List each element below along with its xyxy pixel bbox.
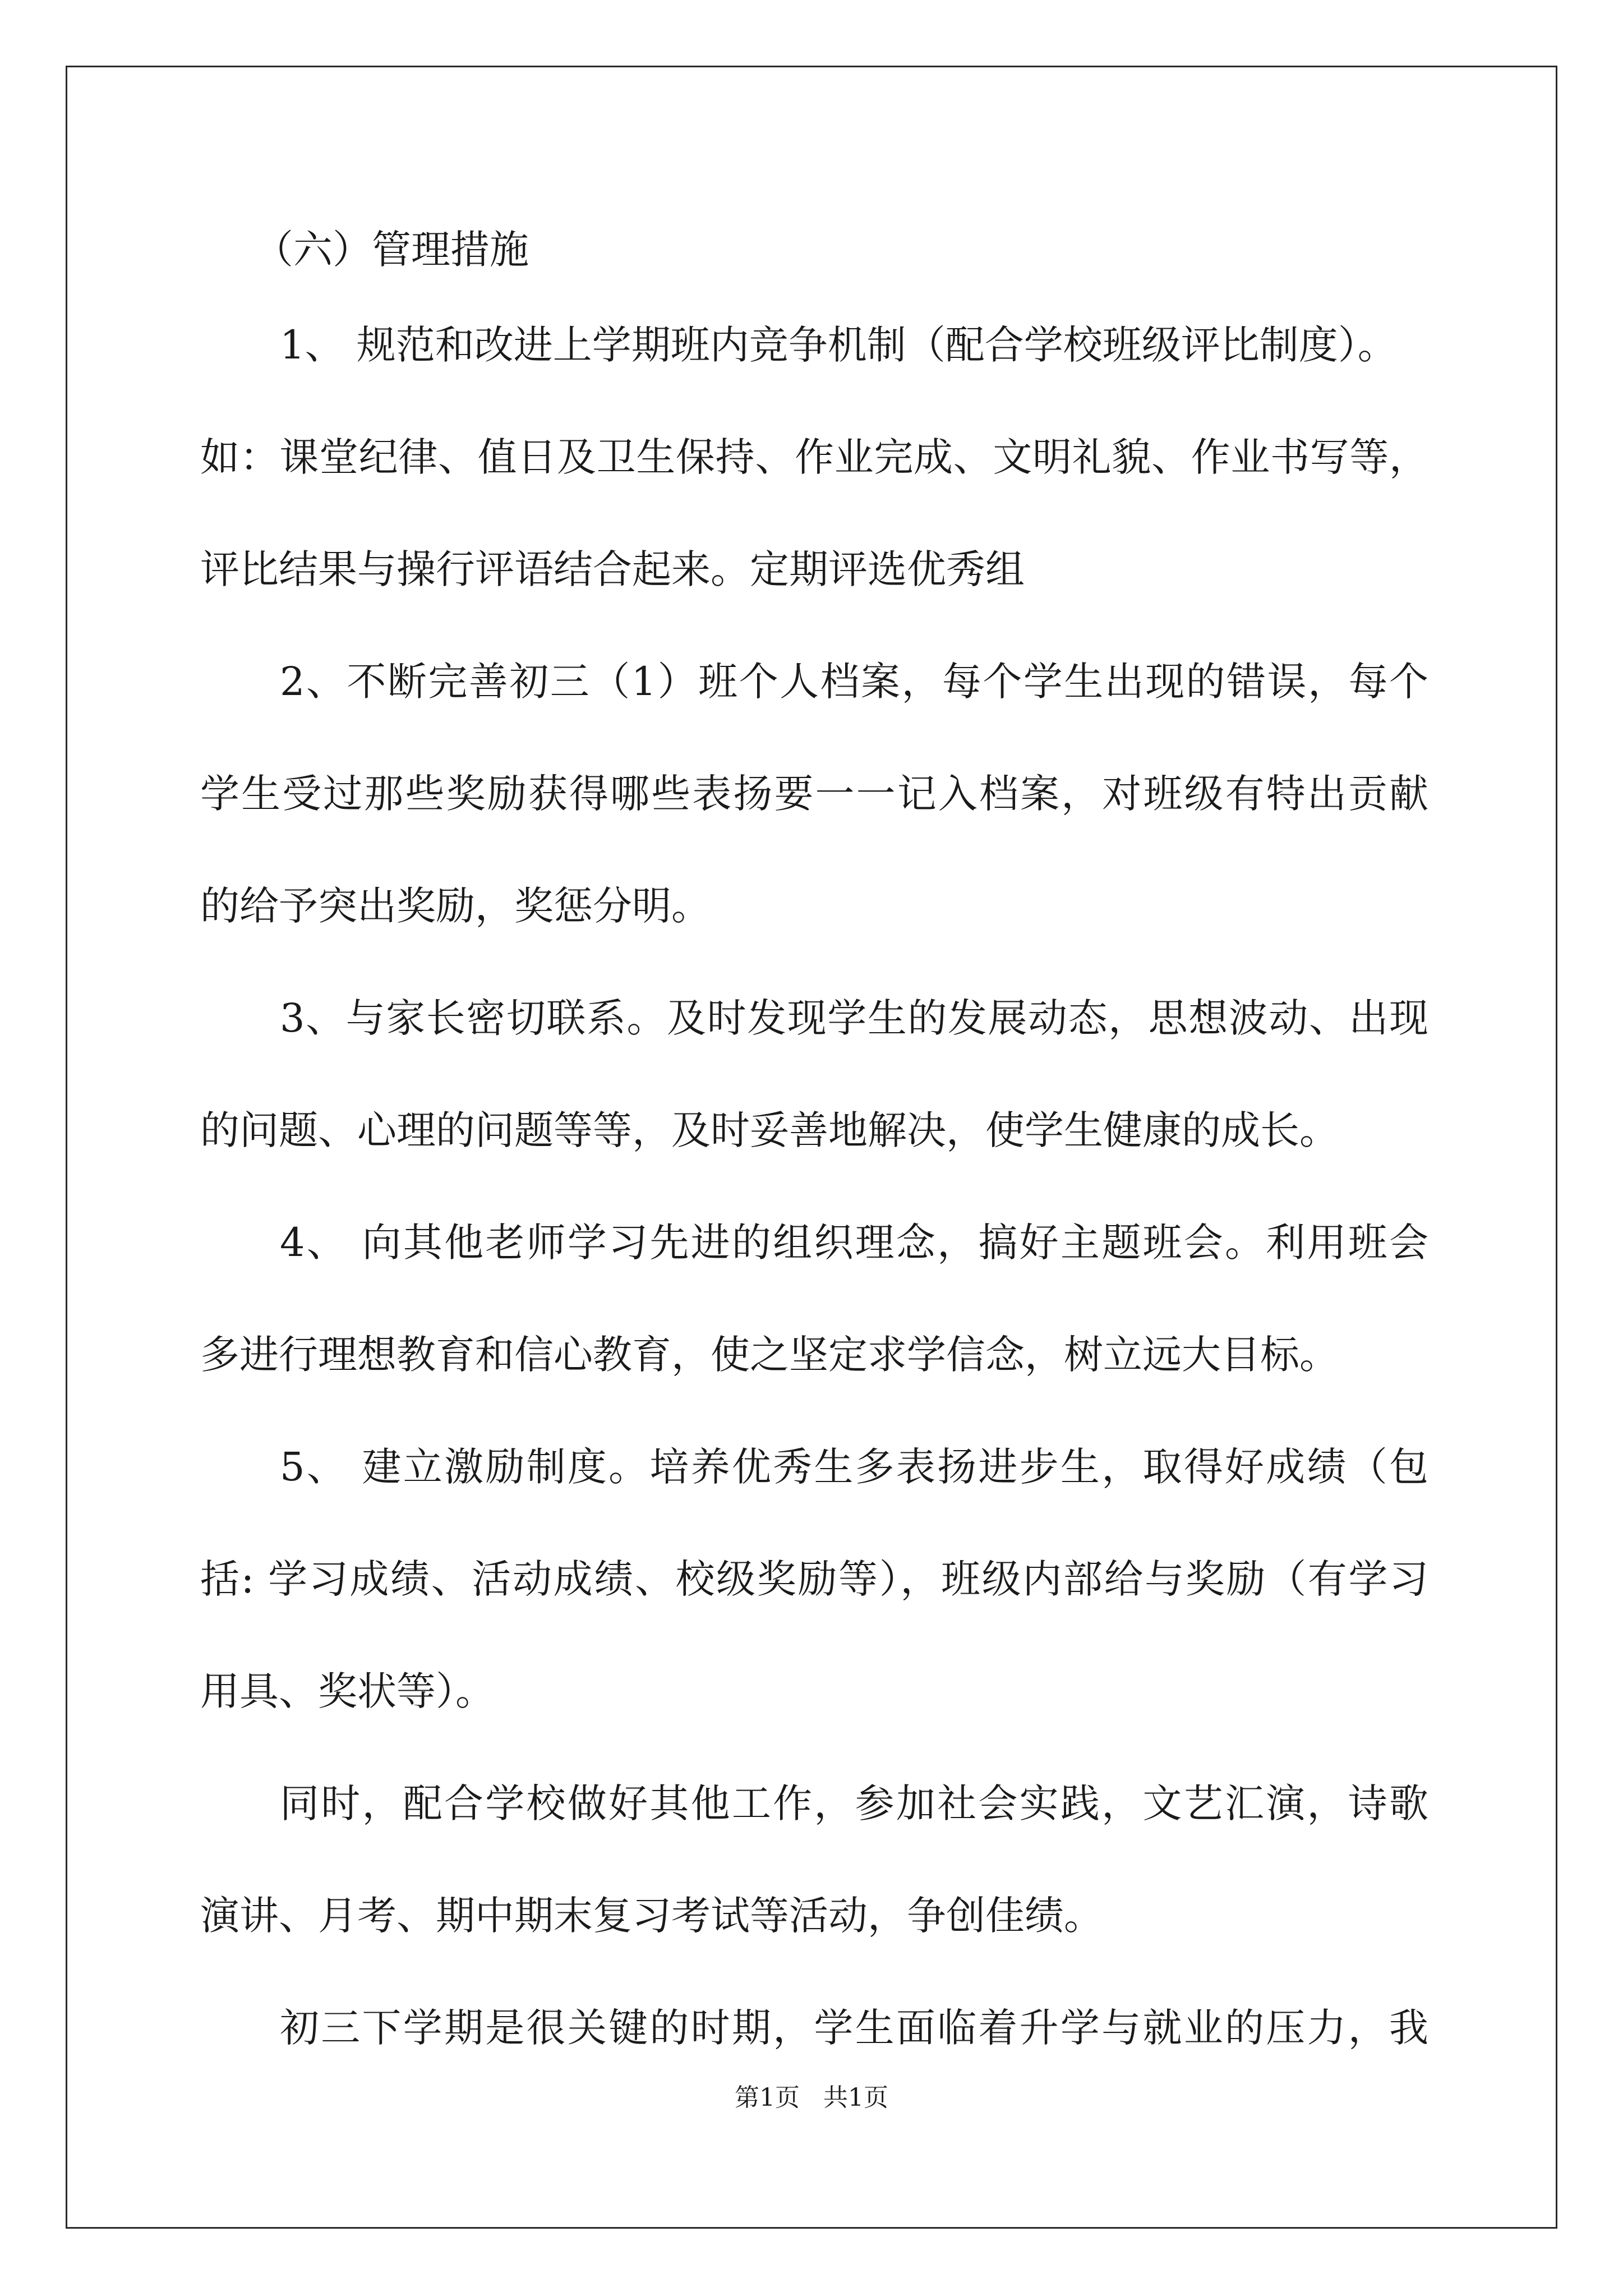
paragraph-line: 多进行理想教育和信心教育，使之坚定求学信念，树立远大目标。 [200, 1332, 1339, 1378]
paragraph-line: 如：课堂纪律、值日及卫生保持、作业完成、文明礼貌、作业书写等， [200, 434, 1428, 480]
paragraph-line: 学生受过那些奖励获得哪些表扬要一一记入档案，对班级有特出贡献 [200, 771, 1428, 817]
page-total: 共1页 [823, 2083, 888, 2112]
page-footer [0, 2081, 1623, 2115]
paragraph-line: 的问题、心理的问题等等，及时妥善地解决，使学生健康的成长。 [200, 1107, 1339, 1153]
page-number: 第1页 [735, 2083, 800, 2112]
paragraph-line: 的给予突出奖励，奖惩分明。 [200, 883, 711, 929]
paragraph-line: 1、 规范和改进上学期班内竞争机制（配合学校班级评比制度）。 [280, 322, 1397, 368]
paragraph-line: 4、 向其他老师学习先进的组织理念，搞好主题班会。利用班会 [280, 1220, 1428, 1266]
paragraph-line: 5、 建立激励制度。培养优秀生多表扬进步生，取得好成绩（包 [280, 1444, 1428, 1490]
paragraph-line: 括: 学习成绩、活动成绩、校级奖励等），班级内部给与奖励（有学习 [200, 1556, 1428, 1602]
paragraph-line: 演讲、月考、期中期末复习考试等活动，争创佳绩。 [200, 1893, 1103, 1939]
paragraph-line: 用具、奖状等）。 [200, 1668, 495, 1714]
paragraph-line: 3、与家长密切联系。及时发现学生的发展动态，思想波动、出现 [280, 995, 1428, 1041]
paragraph-line: 2、不断完善初三（1）班个人档案，每个学生出现的错误，每个 [280, 659, 1428, 705]
paragraph-line: 初三下学期是很关键的时期，学生面临着升学与就业的压力，我 [280, 2005, 1428, 2051]
section-heading: （六）管理措施 [254, 227, 529, 273]
paragraph-line: 同时，配合学校做好其他工作，参加社会实践，文艺汇演，诗歌 [280, 1780, 1428, 1826]
paragraph-line: 评比结果与操行评语结合起来。定期评选优秀组 [200, 546, 1025, 592]
